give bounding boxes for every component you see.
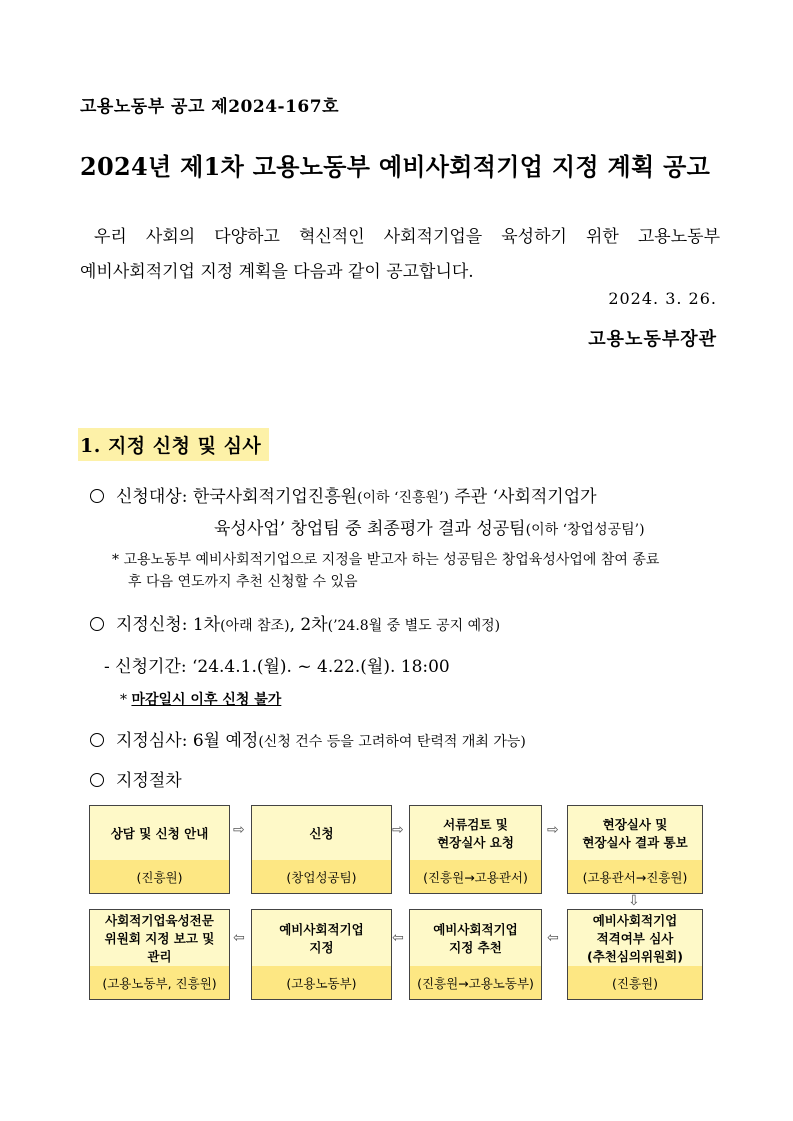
flow-step-title: 서류검토 및 현장실사 요청 xyxy=(437,817,514,850)
arrow-left-icon: ⇦ xyxy=(392,930,404,946)
flow-step-recommendation xyxy=(409,909,542,1000)
arrow-right-icon: ⇨ xyxy=(547,822,559,838)
notice-number: 고용노동부 공고 제2024-167호 xyxy=(80,97,339,117)
page-title: 2024년 제1차 고용노동부 예비사회적기업 지정 계획 공고 xyxy=(80,152,711,181)
flow-step-title: 신청 xyxy=(309,826,334,841)
flow-step-org: (고용관서→진흥원) xyxy=(568,860,702,893)
flow-step-designation xyxy=(251,909,392,1000)
intro-line-2: 예비사회적기업 지정 계획을 다음과 같이 공고합니다. xyxy=(80,262,474,282)
arrow-right-icon: ⇨ xyxy=(392,822,404,838)
notice-date: 2024. 3. 26. xyxy=(608,289,717,308)
flow-step-org: (진흥원) xyxy=(568,966,702,999)
intro-line-1: 우리 사회의 다양하고 혁신적인 사회적기업을 육성하기 위한 고용노동부 xyxy=(94,227,720,247)
circle-bullet-icon xyxy=(90,617,104,631)
note-2-text: 마감일시 이후 신청 불가 xyxy=(131,692,282,708)
flow-step-title: 사회적기업육성전문 위원회 지정 보고 및 관리 xyxy=(104,913,215,964)
flow-step-title: 예비사회적기업 지정 xyxy=(279,922,364,955)
circle-bullet-icon xyxy=(90,733,104,747)
flow-step-eligibility-review xyxy=(567,909,703,1000)
note-1-line-1: * 고용노동부 예비사회적기업으로 지정을 받고자 하는 성공팀은 창업육성사업에 참여 종료 xyxy=(112,552,660,568)
application-label: 지정신청: xyxy=(116,615,188,635)
application-text-1: 1차 xyxy=(192,615,221,635)
target-paren-2: (이하 ‘창업성공팀’) xyxy=(525,522,645,538)
arrow-left-icon: ⇦ xyxy=(233,930,245,946)
arrow-down-icon: ⇩ xyxy=(628,893,640,909)
review-line xyxy=(90,726,526,751)
target-label: 신청대상: xyxy=(116,487,188,507)
flow-step-title: 예비사회적기업 적격여부 심사 (추천심의위원회) xyxy=(587,913,683,964)
application-paren-2: (’24.8월 중 별도 공지 예정) xyxy=(327,618,501,634)
review-text: 6월 예정 xyxy=(192,731,259,751)
signer: 고용노동부장관 xyxy=(588,329,717,350)
flow-step-org: (고용노동부) xyxy=(252,966,391,999)
flow-step-apply xyxy=(251,805,392,894)
flow-step-consult xyxy=(89,805,230,894)
section-1-title: 1. 지정 신청 및 심사 xyxy=(78,428,269,461)
review-label: 지정심사: xyxy=(116,731,188,751)
flow-step-site-inspection xyxy=(567,805,703,894)
flow-step-title: 상담 및 신청 안내 xyxy=(110,826,209,841)
note-2 xyxy=(120,690,281,711)
flow-step-committee-report xyxy=(89,909,230,1000)
target-text-3: 육성사업’ 창업팀 중 최종평가 결과 성공팀 xyxy=(214,519,526,539)
flow-step-org: (진흥원→고용관서) xyxy=(410,860,541,893)
target-line-2 xyxy=(214,514,645,539)
target-text-1: 한국사회적기업진흥원 xyxy=(192,487,358,507)
circle-bullet-icon xyxy=(90,489,104,503)
arrow-right-icon: ⇨ xyxy=(233,822,245,838)
flow-step-document-review xyxy=(409,805,542,894)
flow-step-org: (진흥원→고용노동부) xyxy=(410,966,541,999)
period-line xyxy=(104,652,450,677)
flow-step-org: (창업성공팀) xyxy=(252,860,391,893)
arrow-left-icon: ⇦ xyxy=(547,930,559,946)
application-paren-1: (아래 참조) xyxy=(220,618,290,634)
flow-step-title: 예비사회적기업 지정 추천 xyxy=(433,922,518,955)
target-paren-1: (이하 ‘진흥원’) xyxy=(357,490,449,506)
flow-step-title: 현장실사 및 현장실사 결과 통보 xyxy=(582,817,688,850)
flow-step-org: (진흥원) xyxy=(90,860,229,893)
application-line xyxy=(90,610,500,635)
target-text-2: 주관 ‘사회적기업가 xyxy=(448,487,597,507)
flow-step-org: (고용노동부, 진흥원) xyxy=(90,966,229,999)
period-text: ‘24.4.1.(월). ~ 4.22.(월). 18:00 xyxy=(191,657,450,677)
period-label: - 신청기간: xyxy=(104,657,187,677)
review-paren: (신청 건수 등을 고려하여 탄력적 개최 가능) xyxy=(258,734,526,750)
procedure-line xyxy=(90,766,182,791)
circle-bullet-icon xyxy=(90,773,104,787)
intro-paragraph xyxy=(80,220,720,290)
note-1-line-2: 후 다음 연도까지 추천 신청할 수 있음 xyxy=(128,574,358,590)
target-line-1 xyxy=(90,482,597,507)
note-2-star: * xyxy=(120,692,127,708)
procedure-label: 지정절차 xyxy=(116,771,182,791)
application-text-2: , 2차 xyxy=(289,615,328,635)
